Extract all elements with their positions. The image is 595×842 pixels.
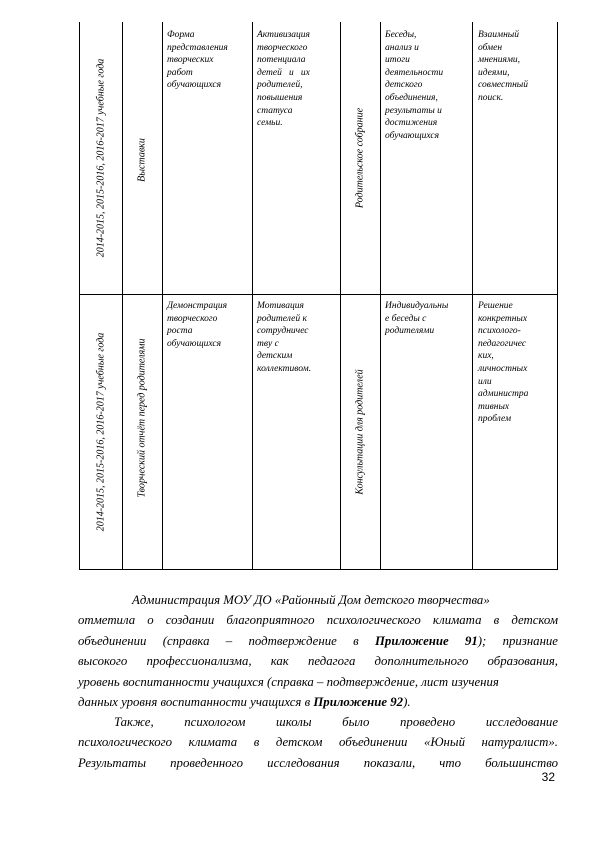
text-line: высокого профессионализма, как педагога дополнительного образования, bbox=[78, 654, 558, 669]
period-cell: 2014-2015, 2015-2016, 2016-2017 учебные года bbox=[95, 58, 107, 258]
parent-form-cell: Родительское собрание bbox=[354, 107, 366, 209]
text-line: Результаты проведенного исследования показали, что большинство bbox=[78, 755, 558, 770]
activity-cell: Выставки bbox=[136, 138, 148, 182]
text-line: Администрация МОУ ДО «Районный Дом детского творчества» bbox=[132, 593, 490, 607]
body-paragraph bbox=[78, 590, 558, 712]
parent-form-cell: Консультации для родителей bbox=[354, 369, 366, 495]
page-number: 32 bbox=[541, 770, 555, 784]
body-paragraph bbox=[78, 712, 558, 773]
activity-cell: Творческий отчёт перед родителями bbox=[136, 338, 148, 498]
text-fragment: ); признание bbox=[477, 633, 558, 648]
text-fragment: ). bbox=[403, 695, 411, 710]
parent-content-cell: Индивидуальны е беседы с родителями bbox=[385, 301, 449, 337]
form-cell: Демонстрация творческого роста обучающихся bbox=[167, 301, 228, 349]
text-line bbox=[78, 692, 558, 712]
text-line: психологического климата в детском объединении «Юный натуралист». bbox=[78, 735, 558, 750]
result-cell: Взаимный обмен мнениями, идеями, совместный поиск. bbox=[478, 30, 528, 103]
text-line: отметила о создании благоприятного психологического климата в детском bbox=[78, 613, 558, 628]
goal-cell: Мотивация родителей к сотрудничес тву с детским коллективом. bbox=[257, 301, 312, 374]
goal-cell: Активизация творческого потенциала детей и их родителей, повышения статуса семьи. bbox=[257, 30, 310, 129]
period-cell: 2014-2015, 2015-2016, 2016-2017 учебные года bbox=[95, 332, 107, 532]
result-cell: Решение конкретных психолого- педагогичес ких, личностных или администра тивных проблем bbox=[478, 301, 529, 425]
form-cell: Форма представления творческих работ обучающихся bbox=[167, 30, 228, 91]
appendix-ref: Приложение 91 bbox=[374, 633, 478, 648]
text-line bbox=[78, 631, 558, 651]
text-fragment: данных уровня воспитанности учащихся в bbox=[78, 695, 314, 710]
appendix-ref: Приложение 92 bbox=[313, 695, 404, 710]
text-line: Также, психологом школы было проведено исследование bbox=[114, 715, 558, 729]
parent-content-cell: Беседы, анализ и итоги деятельности детского объединения, результаты и достижения обучающихся bbox=[385, 30, 444, 141]
text-line: уровень воспитанности учащихся (справка – подтверждение, лист изучения bbox=[78, 674, 499, 689]
text-fragment: объединении (справка – подтверждение в bbox=[78, 633, 375, 648]
